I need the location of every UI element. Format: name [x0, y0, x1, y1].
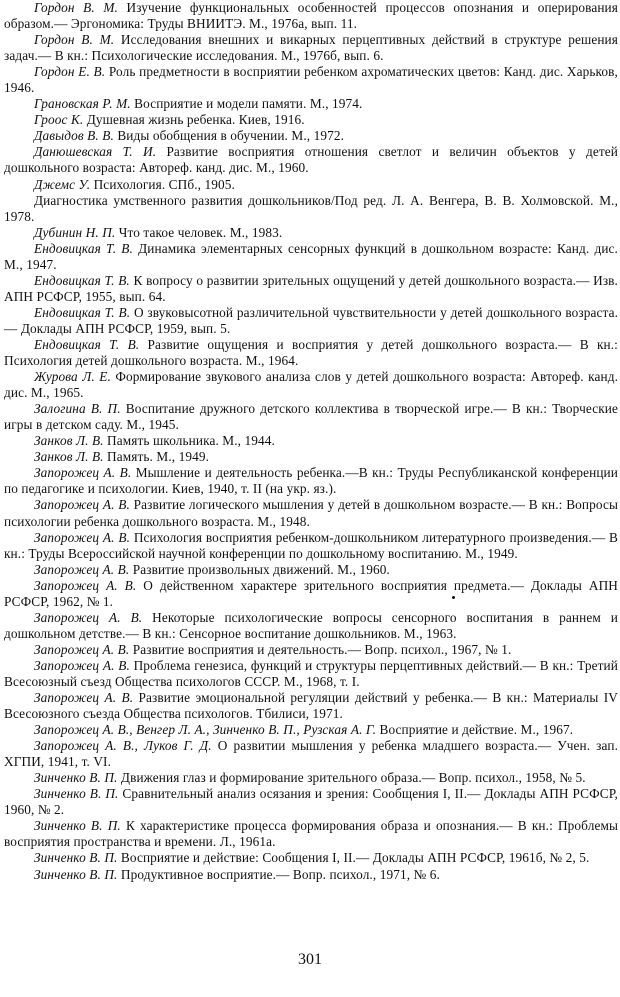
reference-author: Гордон В. М. [34, 32, 115, 48]
reference-author: Ендовицкая Т. В. [34, 240, 133, 256]
reference-entry [4, 818, 618, 850]
reference-author: Ендовицкая Т. В. [34, 272, 130, 288]
reference-text: Мышление и деятельность ребенка.—В кн.: Труды Республиканской конференции по педагогике и психологии. Киев, 1940, т. II (на укр. яз.). [4, 465, 618, 497]
reference-author: Запорожец А. В. [34, 690, 134, 706]
reference-entry [4, 112, 618, 128]
reference-author: Зинченко В. П. [34, 866, 118, 882]
reference-author: Зинченко В. П. [34, 786, 119, 802]
reference-text: Диагностика умственного развития дошкольников/Под ред. Л. А. Венгера, В. В. Холмовской. М., 1978. [4, 192, 618, 224]
reference-text: Развитие восприятия отношения светлот и величин объектов у детей дошкольного возраста: Автореф. канд. дис. М., 1960. [4, 144, 618, 176]
reference-entry [4, 225, 618, 241]
reference-entry [4, 273, 618, 305]
reference-text: Развитие логического мышления у детей в дошкольном возрасте.— В кн.: Вопросы психологии ребенка дошкольного возраста. М., 1948. [4, 497, 619, 529]
reference-entry [4, 128, 618, 144]
reference-text: Психология. СПб., 1905. [93, 176, 235, 192]
reference-author: Запорожец А. В. [34, 657, 130, 673]
reference-text: Воспитание дружного детского коллектива в творческой игре.— В кн.: Творческие игры в детском саду. М., 1945. [4, 401, 618, 433]
reference-entry [4, 658, 618, 690]
reference-text: Душевная жизнь ребенка. Киев, 1916. [86, 112, 305, 128]
reference-list [4, 0, 618, 883]
reference-entry [4, 578, 618, 610]
reference-entry [4, 610, 618, 642]
reference-text: Изучение функциональных особенностей процессов опознания и оперирования образом.— Эргономика: Труды ВНИИТЭ. М., 1976а, вып. 11. [4, 0, 618, 32]
print-speck [452, 596, 455, 599]
reference-text: О действенном характере зрительного восприятия предмета.— Доклады АПН РСФСР, 1962, № 1. [4, 577, 619, 609]
reference-author: Данюшевская Т. И. [34, 144, 157, 160]
reference-author: Запорожец А. В. [34, 609, 143, 625]
reference-entry [4, 562, 618, 578]
reference-text: Восприятие и действие: Сообщения I, II.— Доклады АПН РСФСР, 1961б, № 2, 5. [120, 850, 590, 866]
reference-text: Некоторые психологические вопросы сенсорного воспитания в раннем и дошкольном детстве.— В кн.: Сенсорное воспитание дошкольников. М., 1963. [4, 609, 618, 641]
reference-author: Ендовицкая Т. В. [34, 304, 131, 320]
reference-text: Сравнительный анализ осязания и зрения: Сообщения I, II.— Доклады АПН РСФСР, 1960, № 2. [4, 786, 618, 818]
reference-text: Восприятие и действие. М., 1967. [379, 722, 574, 738]
reference-entry [4, 497, 618, 529]
reference-entry [4, 177, 618, 193]
reference-entry [4, 32, 618, 64]
reference-text: Роль предметности в восприятии ребенком ахроматических цветов: Канд. дис. Харьков, 1946. [4, 64, 618, 96]
reference-entry [4, 369, 618, 401]
reference-author: Занков Л. В. [34, 433, 104, 449]
reference-author: Запорожец А. В. [34, 577, 137, 593]
reference-author: Запорожец А. В. [34, 529, 131, 545]
reference-entry [4, 337, 618, 369]
reference-entry [4, 530, 618, 562]
reference-entry [4, 738, 618, 770]
reference-entry [4, 96, 618, 112]
reference-author: Залогина В. П. [34, 401, 121, 417]
reference-author: Зинченко В. П. [34, 818, 121, 834]
reference-text: Память школьника. М., 1944. [107, 433, 275, 449]
reference-entry [4, 305, 618, 337]
reference-entry [4, 0, 618, 32]
reference-entry [4, 193, 618, 225]
reference-text: Исследования внешних и викарных перцептивных действий в структуре решения задач.— В кн.: Психологические исследования. М., 1976б, вып. 6. [4, 32, 618, 64]
reference-author: Запорожец А. В. [34, 641, 130, 657]
reference-author: Запорожец А. В., Луков Г. Д. [34, 738, 212, 754]
reference-author: Джемс У. [34, 176, 91, 192]
reference-text: Восприятие и модели памяти. М., 1974. [134, 96, 363, 112]
reference-author: Грановская Р. М. [34, 96, 131, 112]
reference-entry [4, 690, 618, 722]
reference-text: О звуковысотной различительной чувствительности у детей дошкольного возраста.— Доклады АПН РСФСР, 1959, вып. 5. [4, 304, 618, 336]
reference-text: О развитии мышления у ребенка младшего возраста.— Учен. зап. ХГПИ, 1941, т. VI. [4, 738, 618, 770]
reference-author: Журова Л. Е. [34, 369, 111, 385]
reference-entry [4, 241, 618, 273]
page [4, 0, 618, 883]
reference-text: Формирование звукового анализа слов у детей дошкольного возраста: Автореф. канд. дис. М., 1965. [4, 369, 618, 401]
reference-text: Что такое человек. М., 1983. [118, 224, 283, 240]
reference-author: Запорожец А. В. [34, 561, 130, 577]
reference-author: Гордон В. М. [34, 0, 118, 15]
reference-entry [4, 642, 618, 658]
reference-author: Запорожец А. В. [34, 465, 132, 481]
reference-text: К характеристике процесса формирования образа и опознания.— В кн.: Проблемы восприятия пространства и времени. Л., 1961а. [4, 818, 618, 850]
reference-entry [4, 64, 618, 96]
reference-text: Развитие восприятия и деятельность.— Вопр. психол., 1967, № 1. [132, 641, 512, 657]
reference-author: Зинченко В. П. [34, 850, 118, 866]
reference-author: Зинченко В. П. [34, 770, 118, 786]
reference-author: Запорожец А. В., Венгер Л. А., Зинченко В. П., Рузская А. Г. [34, 722, 377, 738]
reference-entry [4, 867, 618, 883]
reference-author: Ендовицкая Т. В. [34, 336, 140, 352]
reference-entry [4, 401, 618, 433]
reference-entry [4, 449, 618, 465]
reference-text: К вопросу о развитии зрительных ощущений у детей дошкольного возраста.— Изв. АПН РСФСР, 1955, вып. 64. [4, 272, 618, 304]
reference-text: Развитие эмоциональной регуляции действий у ребенка.— В кн.: Материалы IV Всесоюзного съезда Общества психологов. Тбилиси, 1971. [4, 690, 618, 722]
reference-text: Проблема генезиса, функций и структуры перцептивных действий.— В кн.: Третий Всесоюзный съезд Общества психологов СССР. М., 1968, т. I. [4, 657, 618, 689]
page-number: 301 [298, 951, 322, 968]
reference-entry [4, 722, 618, 738]
reference-author: Запорожец А. В. [34, 497, 130, 513]
reference-text: Виды обобщения в обучении. М., 1972. [117, 128, 345, 144]
reference-text: Движения глаз и формирование зрительного образа.— Вопр. психол., 1958, № 5. [120, 770, 586, 786]
reference-text: Развитие произвольных движений. М., 1960. [132, 561, 390, 577]
reference-text: Память. М., 1949. [107, 449, 210, 465]
reference-text: Развитие ощущения и восприятия у детей дошкольного возраста.— В кн.: Психология детей дошкольного возраста. М., 1964. [4, 336, 618, 369]
reference-entry [4, 144, 618, 176]
reference-text: Динамика элементарных сенсорных функций в дошкольном возрасте: Канд. дис. М., 1947. [4, 240, 618, 272]
reference-entry [4, 786, 618, 818]
reference-entry [4, 465, 618, 497]
reference-author: Дубинин Н. П. [34, 224, 116, 240]
reference-entry [4, 433, 618, 449]
reference-text: Психология восприятия ребенком-дошкольником литературного произведения.— В кн.: Труды Всероссийской научной конференции по дошкольному воспитанию. М., 1949. [4, 529, 618, 561]
reference-author: Занков Л. В. [34, 449, 104, 465]
reference-text: Продуктивное восприятие.— Вопр. психол., 1971, № 6. [120, 866, 440, 882]
reference-author: Гроос К. [34, 112, 84, 128]
reference-author: Давыдов В. В. [34, 128, 114, 144]
reference-author: Гордон Е. В. [34, 64, 106, 80]
reference-entry [4, 850, 618, 866]
reference-entry [4, 770, 618, 786]
